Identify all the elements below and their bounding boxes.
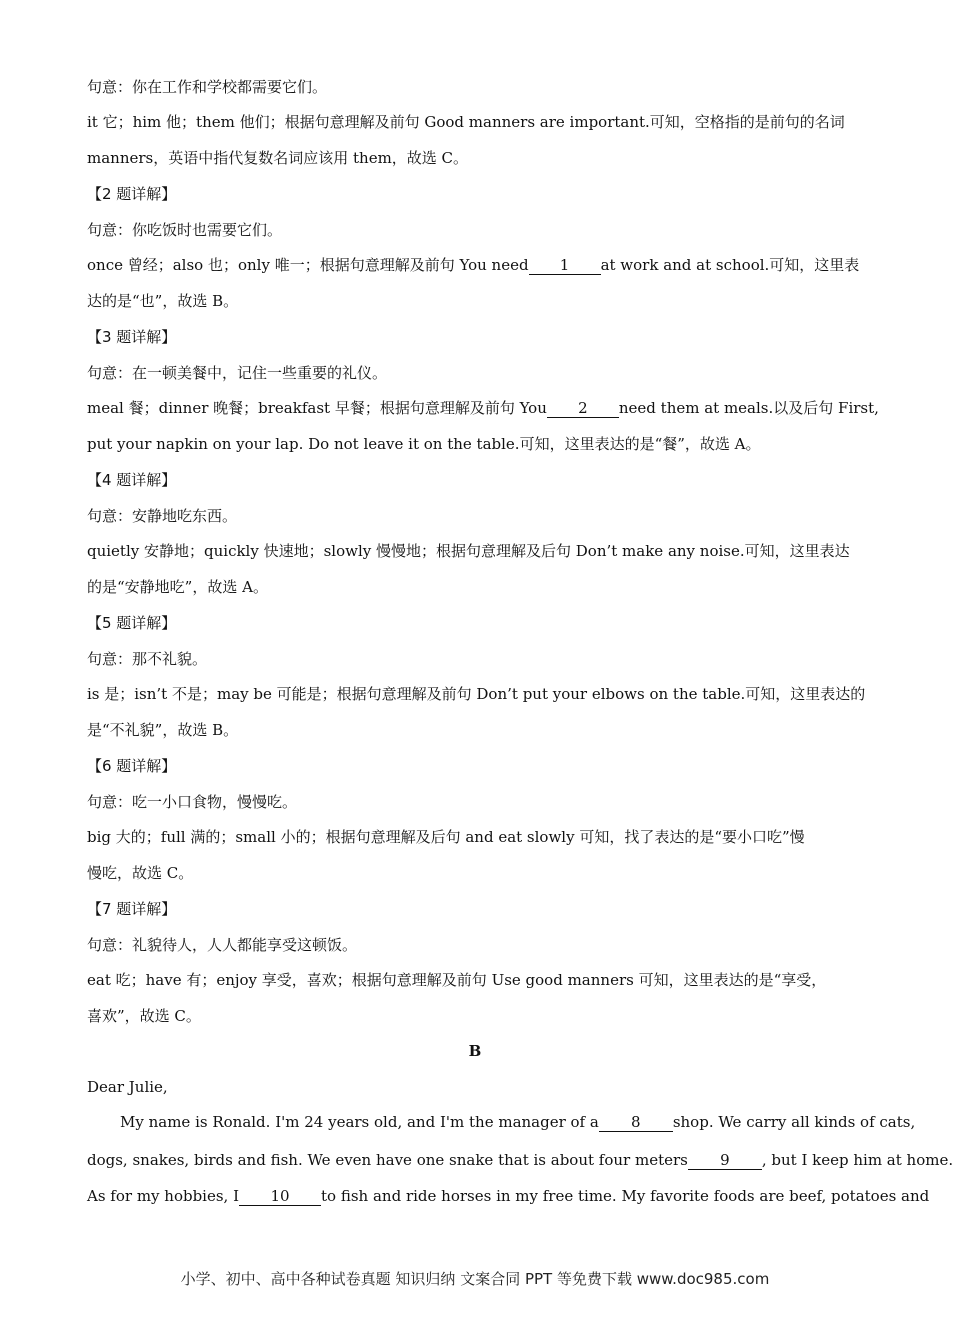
explanation-5: is 是；isn’t 不是；may be 可能是；根据句意理解及前句 Don’t put your elbows on the table.可知，这里表达的 bbox=[87, 685, 866, 703]
explanation-1-text: it 它；him 他；them 他们；根据句意理解及前句 Good manners are important.可知，空格指的是前句的名词 bbox=[87, 113, 845, 131]
sentence-meaning-6: 句意：吃一小口食物，慢慢吃。 bbox=[87, 793, 298, 811]
page-footer: 小学、初中、高中各种试卷真题 知识归纳 文案合同 PPT 等免费下载 www.doc985.com bbox=[180, 1270, 770, 1288]
passage-line-2-text-a: dogs, snakes, birds and fish. We even have one snake that is about four meters bbox=[87, 1151, 688, 1169]
passage-line-2 bbox=[87, 1150, 953, 1170]
explanation-2-cont: 达的是“也”，故选 B。 bbox=[87, 292, 239, 310]
heading-q2: 【2 题详解】 bbox=[87, 185, 177, 203]
explanation-6: big 大的；full 满的；small 小的；根据句意理解及后句 and eat slowly 可知，找了表达的是“要小口吃”慢 bbox=[87, 828, 805, 846]
blank-8: 8 bbox=[599, 1114, 673, 1132]
explanation-2-text-a: once 曾经；also 也；only 唯一；根据句意理解及前句 You need bbox=[87, 256, 529, 274]
explanation-1 bbox=[87, 112, 864, 132]
passage-line-3 bbox=[87, 1186, 930, 1206]
sentence-meaning-4: 句意：安静地吃东西。 bbox=[87, 507, 238, 525]
explanation-3 bbox=[87, 398, 879, 418]
heading-q3: 【3 题详解】 bbox=[87, 328, 177, 346]
sentence-meaning-2: 句意：你吃饭时也需要它们。 bbox=[87, 221, 283, 239]
passage-line-1 bbox=[120, 1112, 916, 1132]
explanation-3-text-a: meal 餐；dinner 晚餐；breakfast 早餐；根据句意理解及前句 You bbox=[87, 399, 547, 417]
passage-line-3-text-a: As for my hobbies, I bbox=[87, 1187, 240, 1205]
passage-line-2-text-b: , but I keep him at home. bbox=[761, 1151, 953, 1169]
blank-2: 2 bbox=[547, 400, 619, 418]
letter-salutation: Dear Julie, bbox=[87, 1078, 168, 1096]
heading-q6: 【6 题详解】 bbox=[87, 757, 177, 775]
explanation-5-cont: 是“不礼貌”，故选 B。 bbox=[87, 721, 239, 739]
explanation-1-cont: manners，英语中指代复数名词应该用 them，故选 C。 bbox=[87, 149, 469, 167]
explanation-4: quietly 安静地；quickly 快速地；slowly 慢慢地；根据句意理解及后句 Don’t make any noise.可知，这里表达 bbox=[87, 542, 850, 560]
explanation-4-cont: 的是“安静地吃”，故选 A。 bbox=[87, 578, 268, 596]
explanation-3-cont: put your napkin on your lap. Do not leave it on the table.可知，这里表达的是“餐”，故选 A。 bbox=[87, 435, 761, 453]
explanation-6-cont: 慢吃，故选 C。 bbox=[87, 864, 194, 882]
heading-q7: 【7 题详解】 bbox=[87, 900, 177, 918]
sentence-meaning-1: 句意：你在工作和学校都需要它们。 bbox=[87, 78, 328, 96]
explanation-7: eat 吃；have 有；enjoy 享受，喜欢；根据句意理解及前句 Use good manners 可知，这里表达的是“享受， bbox=[87, 971, 827, 989]
sentence-meaning-3: 句意：在一顿美餐中，记住一些重要的礼仪。 bbox=[87, 364, 388, 382]
explanation-2 bbox=[87, 255, 864, 275]
heading-q5: 【5 题详解】 bbox=[87, 614, 177, 632]
explanation-2-text-b: at work and at school.可知，这里表 bbox=[600, 256, 860, 274]
passage-line-3-text-b: to fish and ride horses in my free time. My favorite foods are beef, potatoes and bbox=[321, 1187, 930, 1205]
explanation-3-text-b: need them at meals.以及后句 First, bbox=[618, 399, 879, 417]
sentence-meaning-7: 句意：礼貌待人，人人都能享受这顿饭。 bbox=[87, 936, 358, 954]
explanation-7-cont: 喜欢”，故选 C。 bbox=[87, 1007, 201, 1025]
blank-9: 9 bbox=[688, 1152, 762, 1170]
passage-line-1-text-a: My name is Ronald. I'm 24 years old, and I'm the manager of a bbox=[120, 1113, 599, 1131]
blank-10: 10 bbox=[239, 1188, 321, 1206]
sentence-meaning-5: 句意：那不礼貌。 bbox=[87, 650, 208, 668]
passage-line-1-text-b: shop. We carry all kinds of cats, bbox=[672, 1113, 916, 1131]
blank-1: 1 bbox=[529, 257, 601, 275]
section-b-title: B bbox=[468, 1042, 482, 1060]
heading-q4: 【4 题详解】 bbox=[87, 471, 177, 489]
